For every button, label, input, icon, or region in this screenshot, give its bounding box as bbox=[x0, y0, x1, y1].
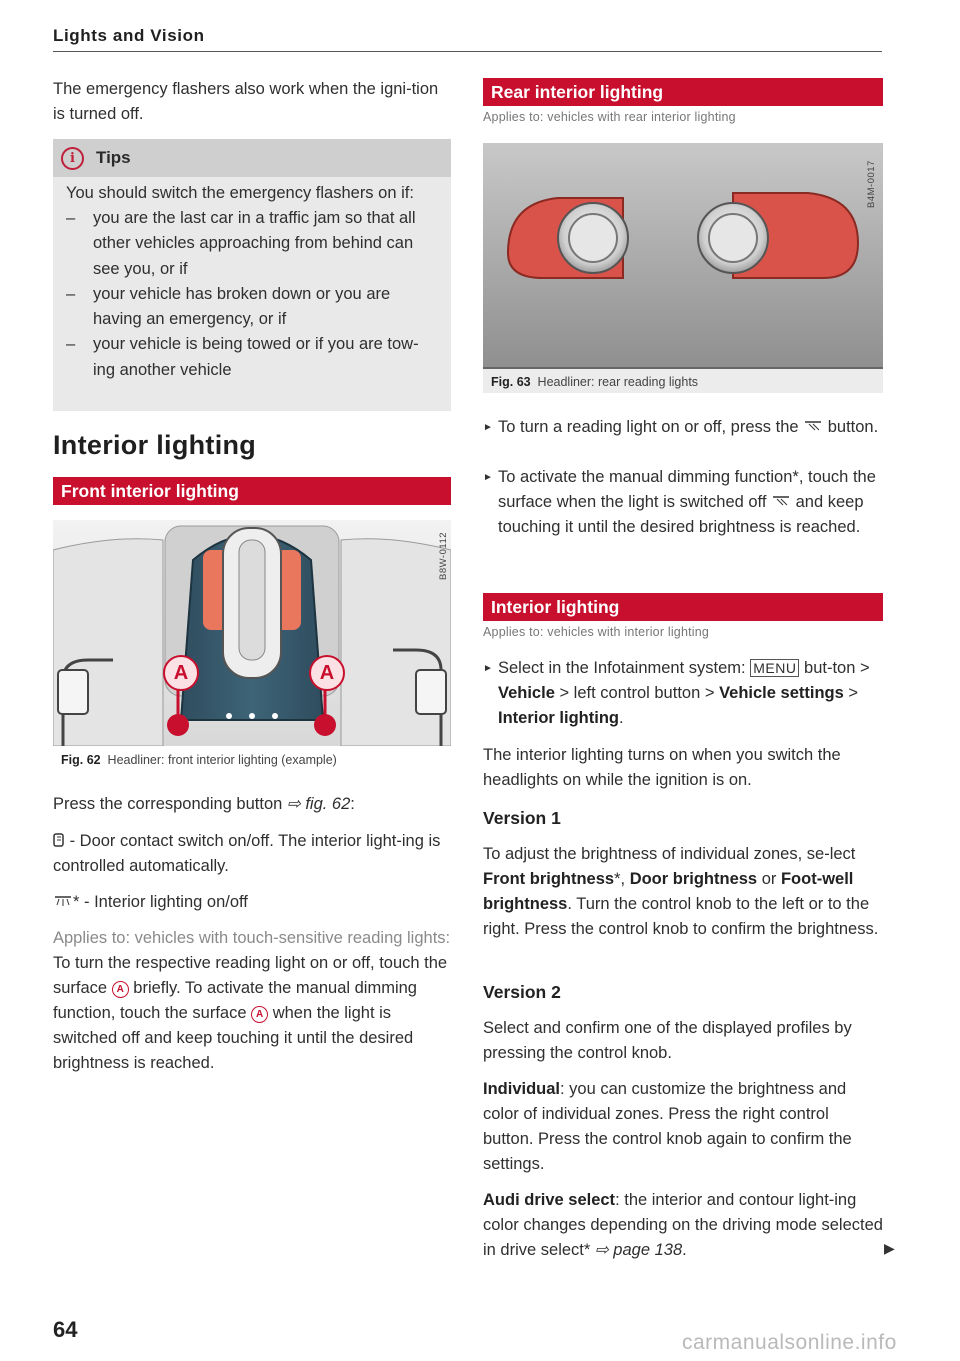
menu-button-key: MENU bbox=[750, 659, 799, 677]
version-1-heading: Version 1 bbox=[483, 808, 561, 828]
surface-a-icon: A bbox=[112, 981, 129, 998]
turns-on-text: The interior lighting turns on when you switch the headlights on while the ignition is on. bbox=[483, 746, 841, 789]
intro-text: The emergency flashers also work when the igni-tion is turned off. bbox=[53, 80, 439, 123]
figure-62-caption bbox=[61, 753, 337, 767]
reading-light-icon bbox=[803, 420, 823, 432]
drive-select-label: Audi drive select bbox=[483, 1191, 616, 1209]
drive-select-desc: : the interior and contour light-ing color changes depending on the driving mode selected in drive select* bbox=[483, 1191, 883, 1259]
version-2-heading: Version 2 bbox=[483, 982, 561, 1002]
door-switch-text bbox=[53, 829, 451, 879]
menu-t1: Select in the Infotainment system: bbox=[498, 659, 751, 677]
tips-lead: You should switch the emergency flashers on if: bbox=[66, 184, 414, 202]
press-text: Press the corresponding button bbox=[53, 795, 287, 813]
front-lighting-bar: Front interior lighting bbox=[53, 477, 451, 505]
v1-foot: Foot-well brightness bbox=[483, 870, 854, 913]
figure-code: B4M-0017 bbox=[866, 160, 877, 208]
section-header-title: Lights and Vision bbox=[53, 26, 205, 45]
touch-text-2: briefly. To activate the manual dimming function, touch the surface bbox=[53, 979, 417, 1022]
v1-door: Door brightness bbox=[629, 870, 758, 888]
individual-desc: : you can customize the brightness and color of individual zones. Press the right control button. Press the control knob again to confirm the settings. bbox=[483, 1080, 852, 1173]
menu-vehicle: Vehicle bbox=[498, 684, 555, 702]
menu-vehicle-settings: Vehicle settings bbox=[719, 684, 844, 702]
press-end: : bbox=[350, 795, 355, 813]
tips-item: – your vehicle is being towed or if you are tow-ing another vehicle bbox=[66, 332, 437, 383]
rear-b1-end: button. bbox=[823, 418, 879, 436]
figure-code: B8W-0112 bbox=[438, 531, 449, 580]
drive-select-text bbox=[483, 1188, 883, 1263]
rear-bullet-2 bbox=[483, 465, 898, 540]
interior-light-icon bbox=[53, 895, 73, 907]
tips-item: – you are the last car in a traffic jam so that all other vehicles approaching from behind can see you, or if bbox=[66, 206, 437, 282]
interior-onoff-text bbox=[53, 890, 451, 915]
v1-t3: or bbox=[757, 870, 781, 888]
reading-light-icon bbox=[771, 495, 791, 507]
v1-t4: . Turn the control knob to the left or to the right. Press the control knob to confirm the brightness. bbox=[483, 895, 879, 938]
door-switch-desc: - Door contact switch on/off. The interior light-ing is controlled automatically. bbox=[53, 832, 441, 875]
drive-select-end: . bbox=[682, 1241, 687, 1259]
door-contact-icon bbox=[53, 833, 65, 847]
menu-t2: but-ton > bbox=[799, 659, 870, 677]
figure-label: Fig. 63 bbox=[491, 375, 531, 389]
tips-list bbox=[66, 206, 437, 383]
menu-t4: > bbox=[843, 684, 859, 702]
section-title: Interior lighting bbox=[53, 430, 257, 460]
press-line bbox=[53, 792, 451, 817]
figure-ref-link[interactable]: ⇨ fig. 62 bbox=[286, 795, 351, 813]
front-headliner-illustration bbox=[53, 520, 451, 746]
tips-title: Tips bbox=[96, 148, 131, 167]
touch-paragraph bbox=[53, 926, 451, 1076]
tips-box bbox=[53, 139, 451, 411]
rear-headliner-illustration bbox=[483, 143, 883, 369]
watermark: carmanualsonline.info bbox=[682, 1331, 897, 1354]
figure-62 bbox=[53, 520, 451, 746]
menu-instruction bbox=[483, 656, 898, 731]
menu-t3: > left control button > bbox=[554, 684, 720, 702]
tips-header bbox=[53, 139, 451, 177]
figure-caption-text: Headliner: rear reading lights bbox=[537, 375, 699, 389]
figure-63-caption bbox=[491, 375, 698, 389]
callout-a-right: A bbox=[309, 655, 345, 691]
rear-lighting-bar: Rear interior lighting bbox=[483, 78, 883, 106]
rear-b2-text-2: and keep touching it until the desired brightness is reached. bbox=[498, 493, 864, 536]
interior-onoff-desc: * - Interior lighting on/off bbox=[73, 893, 248, 911]
rear-applies: Applies to: vehicles with rear interior lighting bbox=[483, 110, 736, 124]
individual-text bbox=[483, 1077, 883, 1177]
interior-applies: Applies to: vehicles with interior lighting bbox=[483, 625, 710, 639]
interior-lighting-bar: Interior lighting bbox=[483, 593, 883, 621]
touch-text-1: To turn the respective reading light on or off, touch the surface bbox=[53, 954, 448, 997]
rear-b2-text-1: To activate the manual dimming function*, touch the surface when the light is switched off bbox=[498, 468, 876, 511]
v1-front: Front brightness bbox=[483, 870, 615, 888]
header-divider bbox=[53, 51, 882, 52]
menu-t5: . bbox=[619, 709, 624, 727]
figure-caption-text: Headliner: front interior lighting (example) bbox=[107, 753, 337, 767]
page-number: 64 bbox=[53, 1317, 78, 1342]
individual-label: Individual bbox=[483, 1080, 561, 1098]
surface-a-icon: A bbox=[251, 1006, 268, 1023]
v1-t1: To adjust the brightness of individual zones, se-lect bbox=[483, 845, 856, 863]
version-2-text: Select and confirm one of the displayed profiles by pressing the control knob. bbox=[483, 1019, 852, 1062]
page-ref-link[interactable]: ⇨ page 138 bbox=[594, 1241, 683, 1259]
rear-b1-text: To turn a reading light on or off, press the bbox=[498, 418, 804, 436]
info-icon: i bbox=[61, 147, 84, 170]
touch-text-3: when the light is switched off and keep touching it until the desired brightness is reached. bbox=[53, 1004, 414, 1072]
figure-label: Fig. 62 bbox=[61, 753, 101, 767]
touch-applies: Applies to: vehicles with touch-sensitive reading lights: bbox=[53, 929, 451, 947]
tips-item: – your vehicle has broken down or you are having an emergency, or if bbox=[66, 282, 437, 333]
continue-arrow-icon: ▶ bbox=[884, 1240, 895, 1256]
figure-63 bbox=[483, 143, 883, 393]
callout-a-left: A bbox=[163, 655, 199, 691]
v1-t2: *, bbox=[614, 870, 630, 888]
rear-bullet-1 bbox=[483, 415, 898, 440]
version-1-text bbox=[483, 842, 883, 942]
menu-interior-lighting: Interior lighting bbox=[498, 709, 619, 727]
